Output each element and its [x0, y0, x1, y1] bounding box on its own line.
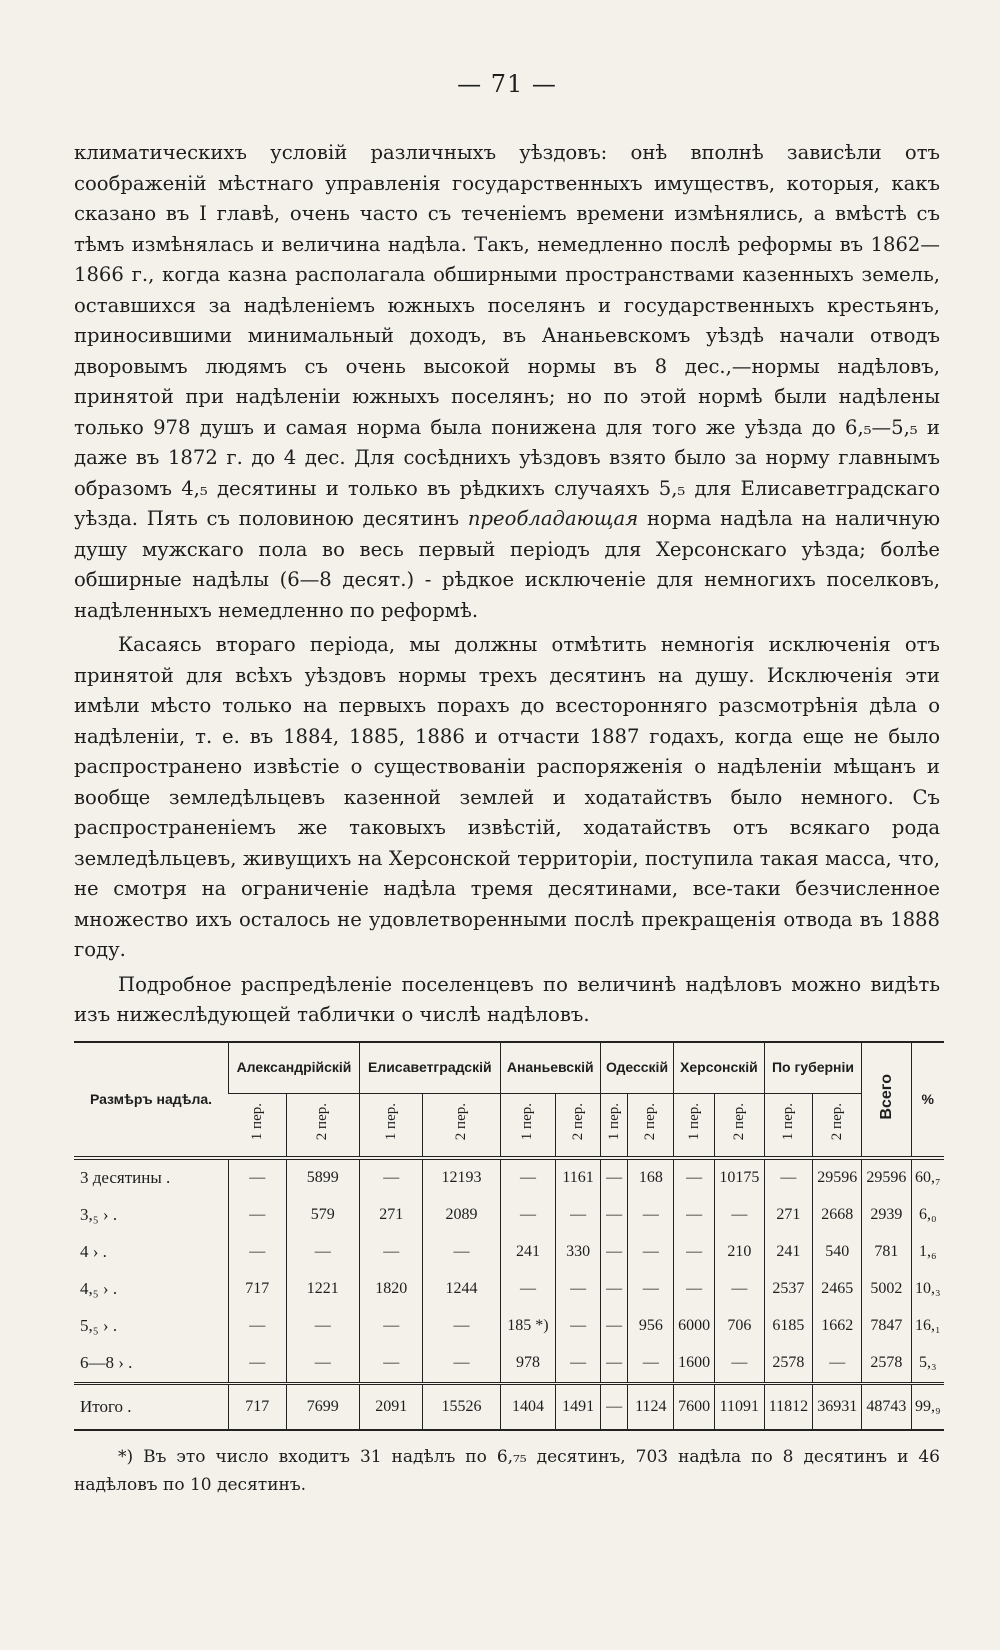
table-cell: —: [674, 1158, 715, 1197]
table-cell: 5,₃: [911, 1345, 944, 1384]
paragraph-1: [74, 138, 940, 626]
table-cell: 717: [229, 1271, 287, 1308]
table-cell: —: [423, 1234, 500, 1271]
table-cell: —: [628, 1234, 674, 1271]
table-cell: —: [600, 1308, 628, 1345]
table-cell: —: [286, 1308, 359, 1345]
table-cell: 2089: [423, 1197, 500, 1234]
paragraph-2: Касаясь втораго періода, мы должны отмѣтить немногія исключенія отъ принятой для всѣхъ уѣздовъ нормы трехъ десятинъ на душу. Исключенія эти имѣли мѣсто только на первыхъ порахъ до всесторонняго разсмотрѣнія дѣла о надѣленіи, т. е. въ 1884, 1885, 1886 и отчасти 1887 годахъ, когда еще не было распространено извѣстіе о существованіи распоряженія о надѣленіи мѣщанъ и вообще земледѣльцевъ казенной землей и ходатайствъ было немного. Съ распространеніемъ же таковыхъ извѣстій, ходатайствъ отъ всякаго рода земледѣльцевъ, живущихъ на Херсонской территоріи, поступила такая масса, что, не смотря на ограниченіе надѣла тремя десятинами, все-таки безчисленное множество ихъ осталось не удовлетворенными послѣ прекращенія отвода въ 1888 году.: [74, 633, 940, 961]
period-header: 2 пер.: [813, 1093, 862, 1158]
table-cell: —: [715, 1197, 765, 1234]
table-cell: 706: [715, 1308, 765, 1345]
table-cell: 11812: [764, 1383, 813, 1430]
table-cell: 29596: [862, 1158, 911, 1197]
table-cell: —: [500, 1158, 556, 1197]
row-label: 6—8 › .: [80, 1353, 133, 1372]
table-cell: 2668: [813, 1197, 862, 1234]
table-row: [74, 1345, 944, 1384]
table-cell: 6185: [764, 1308, 813, 1345]
table-cell: —: [229, 1234, 287, 1271]
period-header: 2 пер.: [423, 1093, 500, 1158]
table-cell: —: [600, 1158, 628, 1197]
row-label: 3 десятины .: [80, 1168, 171, 1187]
table-cell: 781: [862, 1234, 911, 1271]
table-body: [74, 1158, 944, 1430]
table-cell: 29596: [813, 1158, 862, 1197]
period-header: 1 пер.: [500, 1093, 556, 1158]
table-row: [74, 1271, 944, 1308]
table-cell: —: [556, 1308, 601, 1345]
table-cell: 2465: [813, 1271, 862, 1308]
period-header: 2 пер.: [715, 1093, 765, 1158]
table-cell: 16,₁: [911, 1308, 944, 1345]
table-cell: 717: [229, 1383, 287, 1430]
page-number: — 71 —: [457, 70, 557, 98]
period-header: 1 пер.: [360, 1093, 423, 1158]
table-cell: 1161: [556, 1158, 601, 1197]
period-header: 1 пер.: [764, 1093, 813, 1158]
table-cell: 48743: [862, 1383, 911, 1430]
district-header: По губерніи: [764, 1042, 862, 1094]
table-cell: 1404: [500, 1383, 556, 1430]
table-cell: —: [764, 1158, 813, 1197]
period-header: 1 пер.: [600, 1093, 628, 1158]
table-cell: 579: [286, 1197, 359, 1234]
table-cell: —: [674, 1271, 715, 1308]
period-header: 2 пер.: [286, 1093, 359, 1158]
table-cell: —: [600, 1197, 628, 1234]
table-cell: 210: [715, 1234, 765, 1271]
table-cell: 271: [764, 1197, 813, 1234]
district-header: Александрійскій: [229, 1042, 360, 1094]
row-label: Итого .: [80, 1396, 132, 1416]
table-cell: 10175: [715, 1158, 765, 1197]
footnote: *) Въ это число входитъ 31 надѣлъ по 6,₇₅ десятинъ, 703 надѣла по 8 десятинъ и 46 надѣловъ по 10 десятинъ.: [74, 1446, 940, 1495]
table-cell: —: [500, 1271, 556, 1308]
table-cell: —: [286, 1234, 359, 1271]
table-cell: —: [600, 1271, 628, 1308]
table-cell: 12193: [423, 1158, 500, 1197]
table-cell: 1491: [556, 1383, 601, 1430]
row-label: 3,₅ › .: [80, 1205, 118, 1224]
table-cell: —: [500, 1197, 556, 1234]
table-cell: —: [628, 1345, 674, 1384]
table-cell: —: [360, 1158, 423, 1197]
table-cell: 1662: [813, 1308, 862, 1345]
table-cell: —: [628, 1271, 674, 1308]
table-cell: 6,₀: [911, 1197, 944, 1234]
row-label: 4,₅ › .: [80, 1279, 118, 1298]
total-header-label: Всего: [877, 1074, 895, 1120]
table-cell: 271: [360, 1197, 423, 1234]
table-cell: 7847: [862, 1308, 911, 1345]
table-cell: 2578: [764, 1345, 813, 1384]
table-cell: 1124: [628, 1383, 674, 1430]
table-cell: 7600: [674, 1383, 715, 1430]
period-header: 2 пер.: [628, 1093, 674, 1158]
table-cell: 540: [813, 1234, 862, 1271]
table-cell: —: [556, 1345, 601, 1384]
table-cell: 6000: [674, 1308, 715, 1345]
table-cell: 2091: [360, 1383, 423, 1430]
table-cell: —: [229, 1197, 287, 1234]
table-cell: 2939: [862, 1197, 911, 1234]
table-cell: 36931: [813, 1383, 862, 1430]
table-cell: 956: [628, 1308, 674, 1345]
table-cell: 1,₆: [911, 1234, 944, 1271]
table-cell: —: [600, 1345, 628, 1384]
table-cell: 185 *): [500, 1308, 556, 1345]
paragraph-3: Подробное распредѣленіе поселенцевъ по величинѣ надѣловъ можно видѣть изъ нижеслѣдующей таблички о числѣ надѣловъ.: [74, 972, 940, 1026]
table-cell: 330: [556, 1234, 601, 1271]
table-cell: 1820: [360, 1271, 423, 1308]
period-header: 2 пер.: [556, 1093, 601, 1158]
table-total-row: [74, 1383, 944, 1430]
table-cell: 1244: [423, 1271, 500, 1308]
table-cell: 5899: [286, 1158, 359, 1197]
paragraph-1-text: климатическихъ условій различныхъ уѣздовъ: онѣ вполнѣ зависѣли отъ соображеній мѣстнаго управленія государственныхъ имуществъ, которыя, какъ сказано въ I главѣ, очень часто съ теченіемъ времени измѣнялись, а вмѣстѣ съ тѣмъ измѣнялась и величина надѣла. Такъ, немедленно послѣ реформы въ 1862—1866 г., когда казна располагала обширными пространствами казенныхъ земель, оставшихся за надѣленіемъ южныхъ поселянъ и государственныхъ крестьянъ, приносившими минимальный доходъ, въ Ананьевскомъ уѣздѣ начали отводъ дворовымъ людямъ съ очень высокой нормы въ 8 дес.,—нормы надѣловъ, принятой при надѣленіи южныхъ поселянъ; но по этой нормѣ были надѣлены только 978 душъ и самая норма была понижена для того же уѣзда до 6,₅—5,₅ и даже въ 1872 г. до 4 дес. Для сосѣднихъ уѣздовъ взято было за норму главнымъ образомъ 4,₅ десятины и только въ рѣдкихъ случаяхъ 5,₅ для Елисаветградскаго уѣзда. Пять съ половиною десятинъ: [74, 141, 940, 530]
table-cell: —: [556, 1197, 601, 1234]
table-cell: —: [229, 1308, 287, 1345]
period-header: 1 пер.: [248, 1103, 265, 1141]
table-cell: 5002: [862, 1271, 911, 1308]
period-header: 1 пер.: [674, 1093, 715, 1158]
table-cell: —: [600, 1383, 628, 1430]
table-cell: —: [628, 1197, 674, 1234]
district-header: Херсонскій: [674, 1042, 764, 1094]
table-cell: —: [229, 1345, 287, 1384]
table-cell: —: [423, 1345, 500, 1384]
table-cell: 2578: [862, 1345, 911, 1384]
table-cell: —: [715, 1345, 765, 1384]
table-cell: 1600: [674, 1345, 715, 1384]
table-cell: 241: [500, 1234, 556, 1271]
district-header: Ананьевскій: [500, 1042, 600, 1094]
allotment-table: [74, 1041, 944, 1431]
row-label: 5,₅ › .: [80, 1316, 118, 1335]
table-cell: —: [423, 1308, 500, 1345]
table-cell: 2537: [764, 1271, 813, 1308]
paragraph-1-emphasis: преобладающая: [467, 507, 639, 530]
table-cell: 10,₃: [911, 1271, 944, 1308]
table-row: [74, 1197, 944, 1234]
table-cell: —: [600, 1234, 628, 1271]
table-cell: —: [674, 1197, 715, 1234]
table-cell: —: [813, 1345, 862, 1384]
total-header: [862, 1042, 911, 1158]
district-header: Елисаветградскій: [360, 1042, 501, 1094]
district-header: Одесскій: [600, 1042, 673, 1094]
table-cell: 7699: [286, 1383, 359, 1430]
table-cell: 1221: [286, 1271, 359, 1308]
table-cell: —: [229, 1158, 287, 1197]
table-cell: 15526: [423, 1383, 500, 1430]
table-cell: 168: [628, 1158, 674, 1197]
table-cell: —: [556, 1271, 601, 1308]
table-cell: —: [360, 1234, 423, 1271]
table-cell: 241: [764, 1234, 813, 1271]
table-cell: —: [715, 1271, 765, 1308]
table-cell: —: [360, 1308, 423, 1345]
table-cell: —: [286, 1345, 359, 1384]
row-label: 4 › .: [80, 1242, 107, 1261]
table-cell: 978: [500, 1345, 556, 1384]
row-header: Размѣръ надѣла.: [74, 1042, 229, 1158]
table-cell: 99,₉: [911, 1383, 944, 1430]
table-cell: —: [674, 1234, 715, 1271]
table-row: [74, 1158, 944, 1197]
percent-header: %: [911, 1042, 944, 1158]
paragraph-1-tail: норма надѣла на наличную душу мужскаго пола во весь первый періодъ для Херсонскаго уѣзда; болѣе обширные надѣлы (6—8 десят.) - рѣдкое исключеніе для немногихъ поселковъ, надѣленныхъ немедленно по реформѣ.: [74, 507, 941, 622]
table-cell: —: [360, 1345, 423, 1384]
table-row: [74, 1234, 944, 1271]
table-row: [74, 1308, 944, 1345]
table-cell: 60,₇: [911, 1158, 944, 1197]
table-cell: 11091: [715, 1383, 765, 1430]
